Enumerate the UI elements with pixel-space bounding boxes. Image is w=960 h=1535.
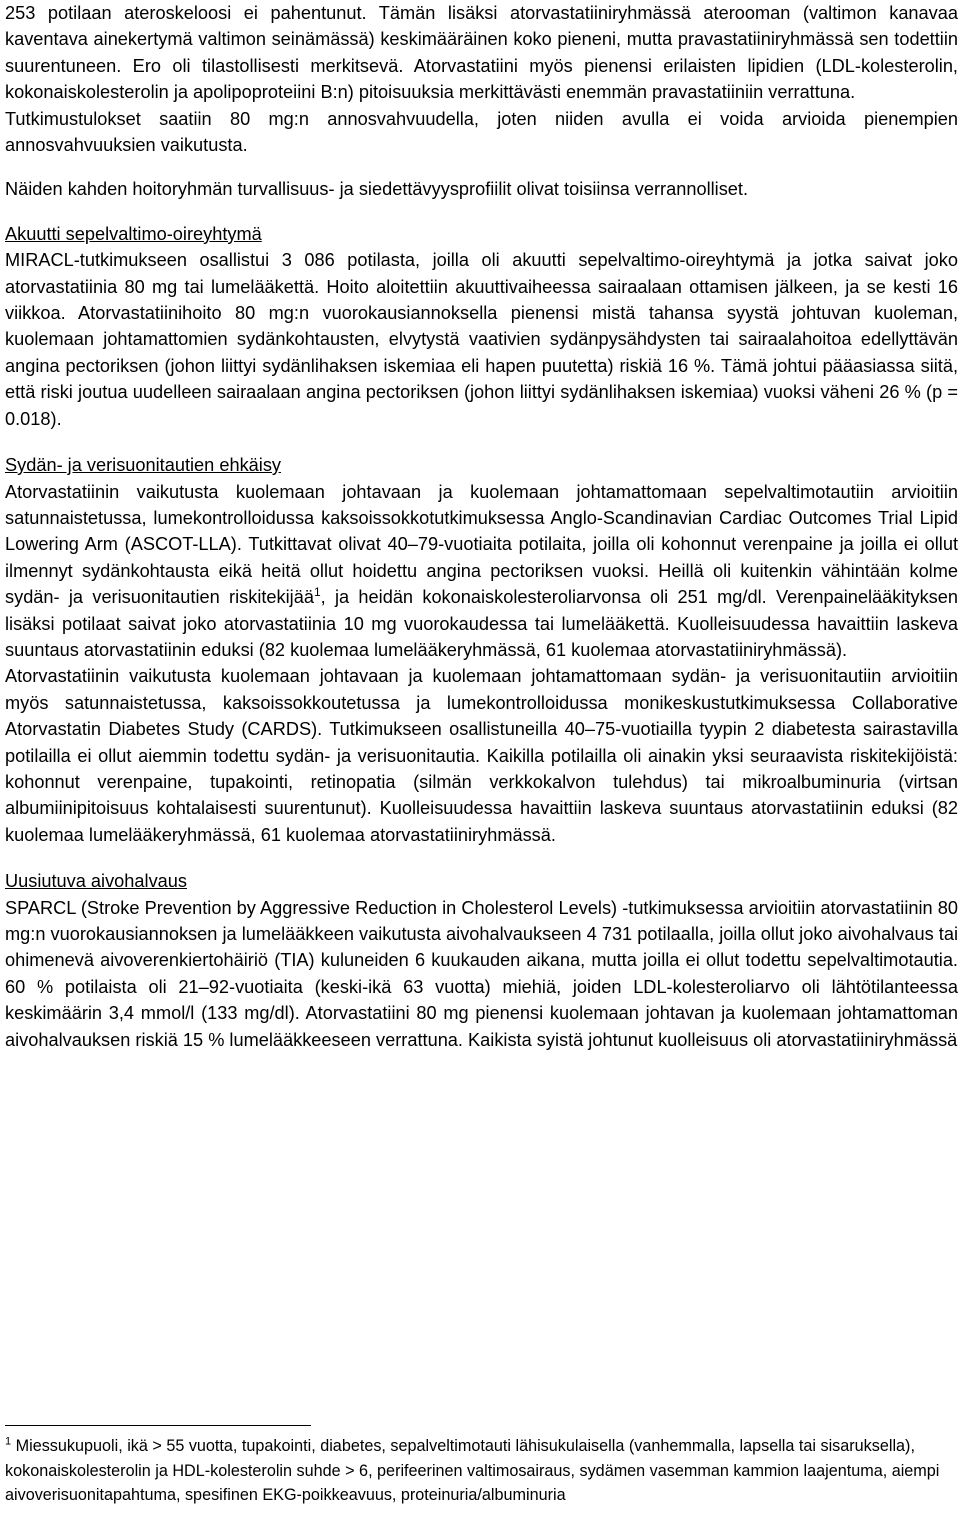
intro-paragraph-1: 253 potilaan ateroskeloosi ei pahentunut. Tämän lisäksi atorvastatiiniryhmässä aterooman (valtimon kanavaa kaventava ainekertymä valtimon seinämässä) keskimääräinen koko pieneni, mutta pravastatiiniryhmässä sen todettiin suurentuneen. Ero oli tilastollisesti merkitsevä. Atorvastatiini myös pienensi erilaisten lipidien (LDL-kolesterolin, kokonaiskolesterolin ja apolipoproteiini B:n) pitoisuuksia merkittävästi enemmän pravastatiiniin verrattuna. — [5, 3, 958, 103]
footnote-separator — [5, 1425, 311, 1426]
cvd-prevention-body-2: Atorvastatiinin vaikutusta kuolemaan johtavaan ja kuolemaan johtamattomaan sydän- ja verisuonitautiin arvioitiin myös satunnaistetussa, kaksoissokkoutetussa ja lumekontrolloidussa monikeskustutkimuksessa Collaborative Atorvastatin Diabetes Study (CARDS). Tutkimukseen osallistuneilla 40–75-vuotiailla tyypin 2 diabetesta sairastavilla potilailla ei ollut aiemmin todettu sydän- ja verisuonitautia. Kaikilla potilailla oli ainakin yksi seuraavista riskitekijöistä: kohonnut verenpaine, tupakointi, retinopatia (silmän verkkokalvon tulehdus) tai mikroalbuminuria (virtsan albumiinipitoisuus kohtalaisesti suurentunut). Kuolleisuudessa havaittiin laskeva suuntaus atorvastatiinin eduksi (82 kuolemaa lumelääkeryhmässä, 61 kuolemaa atorvastatiiniryhmässä. — [5, 666, 958, 845]
acute-coronary-heading: Akuutti sepelvaltimo-oireyhtymä — [5, 223, 262, 244]
intro-paragraph-2: Tutkimustulokset saatiin 80 mg:n annosvahvuudella, joten niiden avulla ei voida arvioida pienempien annosvahvuuksien vaikutusta. — [5, 108, 958, 156]
cvd-body-1-before: Atorvastatiinin vaikutusta kuolemaan johtavaan ja kuolemaan johtamattomaan sepelvaltimotautiin arvioitiin satunnaistetussa, lumekontrolloidussa kaksoissokkotutkimuksessa Anglo-Scandinavian Cardiac Outcomes Trial Lipid Lowering Arm (ASCOT-LLA). Tutkittavat olivat 40–79-vuotiaita potilaita, joilla oli kohonnut verenpaine ja joilla ei ollut ilmennyt sydänkohtausta eikä heitä ollut hoidettu angina pectoriksen vuoksi. Heillä oli kuitenkin vähintään kolme sydän- ja verisuonitautien riskitekijää — [5, 481, 958, 608]
intro-paragraph-3: Näiden kahden hoitoryhmän turvallisuus- ja siedettävyysprofiilit olivat toisiinsa verrannolliset. — [5, 179, 749, 200]
footnote-marker: 1 — [5, 1435, 12, 1448]
footnote-reference: 1 — [313, 585, 321, 600]
cvd-prevention-heading: Sydän- ja verisuonitautien ehkäisy — [5, 455, 282, 476]
document-page — [5, 0, 958, 1053]
acute-coronary-body: MIRACL-tutkimukseen osallistui 3 086 potilasta, joilla oli akuutti sepelvaltimo-oireyhtymä ja jotka saivat joko atorvastatiinia 80 mg tai lumelääkettä. Hoito aloitettiin akuuttivaiheessa sairaalaan ottamisen jälkeen, ja se kesti 16 viikkoa. Atorvastatiinihoito 80 mg:n vuorokausiannoksella pienensi mistä tahansa syystä johtuvan kuoleman, kuolemaan johtamattomien sydänkohtausten, elvytystä vaativien sydänpysähdysten tai sairaalahoitoa edellyttävän angina pectoriksen (johon liittyi sydänlihaksen iskemiaa eli hapen puutetta) riskiä 16 %. Tämä johtui pääasiassa siitä, että riski joutua uudelleen sairaalaan angina pectoriksen (johon liittyi sydänlihaksen iskemiaa) vuoksi väheni 26 % (p = 0.018). — [5, 250, 958, 429]
footnote-text: Miessukupuoli, ikä > 55 vuotta, tupakointi, diabetes, sepalveltimotauti lähisukulaisella (vanhemmalla, lapsella tai sisaruksella), kokonaiskolesterolin ja HDL-kolesterolin suhde > 6, perifeerinen valtimosairaus, sydämen vasemman kammion laajentuma, aiempi aivoverisuonitapahtuma, spesifinen EKG-poikkeavuus, proteinuria/albuminuria — [5, 1437, 940, 1505]
cvd-body-1-after: , ja heidän kokonaiskolesteroliarvonsa oli 251 mg/dl. Verenpainelääkityksen lisäksi potilaat saivat joko atorvastatiinia 10 mg vuorokaudessa tai lumelääkettä. Kuolleisuudessa havaittiin laskeva suuntaus atorvastatiinin eduksi (82 kuolemaa lumelääkeryhmässä, 61 kuolemaa atorvastatiiniryhmässä). — [5, 587, 958, 660]
footnote — [5, 1434, 955, 1508]
stroke-body: SPARCL (Stroke Prevention by Aggressive Reduction in Cholesterol Levels) -tutkimuksessa arvioitiin atorvastatiinin 80 mg:n vuorokausiannoksen ja lumelääkkeen vaikutusta aivohalvaukseen 4 731 potilaalla, joilla ollut joko aivohalvaus tai ohimenevä aivoverenkiertohäiriö (TIA) kuluneiden 6 kuukauden aikana, mutta joilla ei ollut todettu sepelvaltimotautia. 60 % potilaista oli 21–92-vuotiaita (keski-ikä 63 vuotta) miehiä, joiden LDL-kolesteroliarvo oli lähtötilanteessa keskimäärin 3,4 mmol/l (133 mg/dl). Atorvastatiini 80 mg pienensi kuolemaan johtavan ja kuolemaan johtamattoman aivohalvauksen riskiä 15 % lumelääkkeeseen verrattuna. Kaikista syistä johtunut kuolleisuus oli atorvastatiiniryhmässä — [5, 897, 958, 1050]
stroke-heading: Uusiutuva aivohalvaus — [5, 871, 187, 892]
cvd-prevention-body-1 — [5, 479, 958, 664]
